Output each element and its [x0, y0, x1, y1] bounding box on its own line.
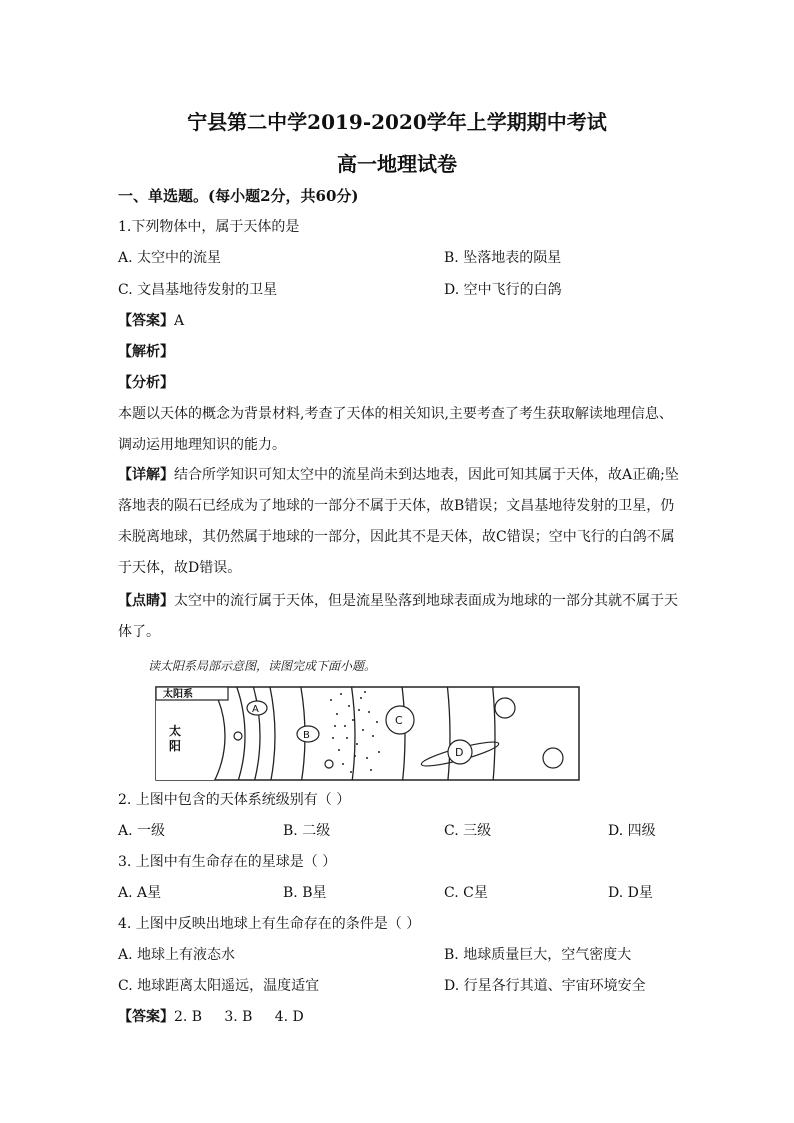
- diagram-box-label: 太阳系: [163, 689, 193, 700]
- planet-d-label: D: [455, 746, 464, 759]
- q1-jiexi-tag: 【解析】: [118, 344, 174, 360]
- q1-xiangjie: [118, 460, 680, 584]
- planet-a-label: A: [252, 704, 259, 715]
- q1-option-b: B. 坠落地表的陨星: [444, 250, 562, 266]
- q1-option-c: C. 文昌基地待发射的卫星: [118, 282, 278, 298]
- q1-fenxi-tag: 【分析】: [118, 375, 174, 391]
- q2-option-d: D. 四级: [608, 823, 656, 839]
- section-heading: 一、单选题。(每小题2分，共60分): [118, 187, 359, 205]
- planet-neptune: [543, 748, 563, 768]
- sun-label-1: 太: [169, 724, 182, 738]
- q2-option-a: A. 一级: [118, 823, 166, 839]
- q4-option-c: C. 地球距离太阳遥远，温度适宜: [118, 978, 320, 994]
- solar-system-diagram: [155, 686, 580, 781]
- q3-stem: 3. 上图中有生命存在的星球是（ ）: [118, 854, 337, 870]
- q1-option-d: D. 空中飞行的白鸽: [444, 282, 562, 298]
- q4-option-a: A. 地球上有液态水: [118, 947, 236, 963]
- q1-stem: 1.下列物体中，属于天体的是: [118, 219, 300, 235]
- page-title: 宁县第二中学2019-2020学年上学期期中考试: [187, 110, 607, 134]
- q3-option-c: C. C星: [444, 885, 488, 901]
- q1-answer: [118, 311, 184, 331]
- xiangjie-tag: 【详解】: [118, 467, 174, 483]
- q3-option-d: D. D星: [608, 885, 653, 901]
- answers-text: 2. B 3. B 4. D: [174, 1009, 304, 1025]
- q2-option-c: C. 三级: [444, 823, 492, 839]
- moon: [325, 760, 333, 768]
- dianjing-text: 太空中的流行属于天体，但是流星坠落到地球表面成为地球的一部分其就不属于天体了。: [118, 593, 678, 640]
- q1-dianjing: [118, 586, 680, 648]
- dianjing-tag: 【点睛】: [118, 593, 174, 609]
- planet-uranus: [495, 698, 515, 718]
- xiangjie-text: 结合所学知识可知太空中的流星尚未到达地表，因此可知其属于天体，故A正确;坠落地表的陨石已经成为了地球的一部分不属于天体，故B错误；文昌基地待发射的卫星，仍未脱离地球，其仍然属于地球的一部分，因此其不是天体，故C错误；空中飞行的白鸽不属于天体，故D错误。: [118, 467, 679, 576]
- planet-c-label: C: [395, 714, 403, 727]
- q1-fenxi-text: 本题以天体的概念为背景材料,考查了天体的相关知识,主要考查了考生获取解读地理信息、调动运用地理知识的能力。: [118, 406, 673, 453]
- q2-stem: 2. 上图中包含的天体系统级别有（ ）: [118, 792, 351, 808]
- answer-tag: 【答案】: [118, 313, 174, 329]
- planet-b-label: B: [303, 730, 310, 741]
- q4-stem: 4. 上图中反映出地球上有生命存在的条件是（ ）: [118, 916, 421, 932]
- q3-option-a: A. A星: [118, 885, 162, 901]
- q4-option-d: D. 行星各行其道、宇宙环境安全: [444, 978, 646, 994]
- diagram-caption: 读太阳系局部示意图，读图完成下面小题。: [148, 659, 377, 673]
- q2-option-b: B. 二级: [283, 823, 331, 839]
- answer-value: A: [174, 313, 185, 329]
- sun-label-2: 阳: [169, 739, 182, 753]
- q4-option-b: B. 地球质量巨大，空气密度大: [444, 947, 632, 963]
- answers-tag: 【答案】: [118, 1009, 174, 1025]
- q1-option-a: A. 太空中的流星: [118, 250, 222, 266]
- q3-option-b: B. B星: [283, 885, 327, 901]
- planet-mercury: [234, 732, 242, 740]
- answers-line: [118, 1007, 304, 1027]
- page-subtitle: 高一地理试卷: [337, 152, 457, 176]
